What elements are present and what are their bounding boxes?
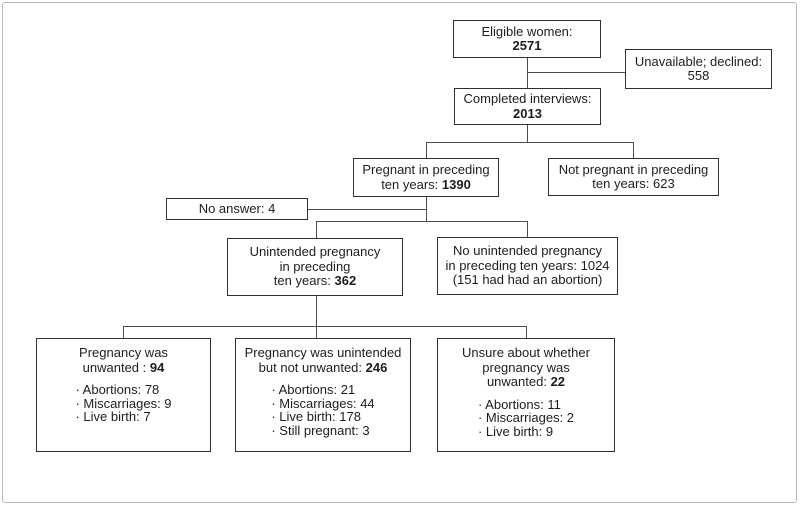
bullet-list — [75, 383, 171, 424]
node-value: 246 — [365, 359, 388, 375]
bullet-item: · Abortions: 21 — [271, 382, 356, 397]
node-label: ten years: 1390 — [381, 176, 471, 192]
bullet-list — [271, 383, 374, 437]
node-label: unwanted: 22 — [486, 374, 566, 389]
node-unintended-not-unwanted — [235, 338, 411, 452]
connector-line — [426, 142, 634, 143]
node-label: Completed interviews: — [463, 91, 592, 106]
node-label: Pregnancy was — [79, 345, 168, 360]
node-value: 1390 — [441, 176, 471, 192]
node-unsure-unwanted — [437, 338, 615, 452]
node-value: 558 — [687, 68, 710, 83]
bullet-item: · Live birth: 9 — [477, 423, 554, 439]
node-label: in preceding ten years: 1024 — [445, 257, 610, 273]
bullet-item: · Live birth: 178 — [271, 409, 361, 424]
node-value: 2013 — [513, 105, 542, 121]
connector-line — [527, 58, 528, 88]
connector-line — [123, 326, 124, 338]
node-no-answer — [166, 198, 308, 220]
bullet-item: · Miscarriages: 2 — [477, 410, 575, 425]
connector-line — [308, 209, 426, 210]
node-no-unintended-pregnancy — [437, 237, 618, 295]
bullet-item: · Abortions: 78 — [75, 382, 160, 397]
node-pregnancy-unwanted — [36, 338, 211, 452]
connector-line — [526, 326, 527, 338]
connector-line — [527, 221, 528, 237]
node-label: No answer: 4 — [198, 200, 276, 216]
node-value: 2571 — [512, 38, 542, 53]
node-label: but not unwanted: 246 — [258, 359, 388, 375]
connector-line — [426, 142, 427, 158]
bullet-item: · Still pregnant: 3 — [271, 422, 370, 438]
node-label: (151 had had an abortion) — [452, 272, 603, 288]
node-unintended-pregnancy — [227, 238, 403, 296]
node-unavailable-declined — [625, 49, 772, 89]
node-eligible-women — [453, 20, 601, 58]
bullet-item: · Miscarriages: 44 — [271, 395, 375, 411]
node-not-pregnant-preceding — [548, 158, 719, 196]
connector-line — [527, 125, 528, 142]
connector-line — [316, 221, 317, 238]
node-value: 22 — [550, 374, 566, 389]
bullet-item: · Live birth: 7 — [75, 409, 151, 424]
node-label: Unintended pregnancy — [249, 244, 381, 260]
node-value: 94 — [149, 359, 165, 375]
node-label: pregnancy was — [482, 359, 570, 375]
node-label: Unsure about whether — [462, 345, 590, 360]
node-label: Not pregnant in preceding — [558, 161, 709, 177]
bullet-list — [478, 398, 574, 439]
node-label: Pregnancy was unintended — [244, 345, 402, 360]
connector-line — [633, 142, 634, 158]
connector-line — [123, 326, 527, 327]
node-pregnant-preceding — [353, 158, 499, 197]
node-label: Eligible women: — [481, 23, 573, 39]
node-label: No unintended pregnancy — [453, 243, 602, 259]
node-label: Pregnant in preceding — [362, 162, 490, 177]
connector-line — [527, 72, 625, 73]
node-label: ten years: 362 — [273, 273, 357, 289]
connector-line — [316, 221, 528, 222]
node-value: 362 — [334, 273, 357, 289]
connector-line — [316, 296, 317, 338]
node-completed-interviews — [454, 88, 601, 125]
node-label: Unavailable; declined: — [634, 53, 763, 69]
node-label: in preceding — [279, 258, 351, 274]
bullet-item: · Miscarriages: 9 — [75, 395, 172, 411]
node-label: ten years: 623 — [592, 176, 675, 191]
connector-line — [426, 197, 427, 221]
bullet-item: · Abortions: 11 — [477, 396, 561, 412]
node-label: unwanted : 94 — [82, 359, 165, 375]
